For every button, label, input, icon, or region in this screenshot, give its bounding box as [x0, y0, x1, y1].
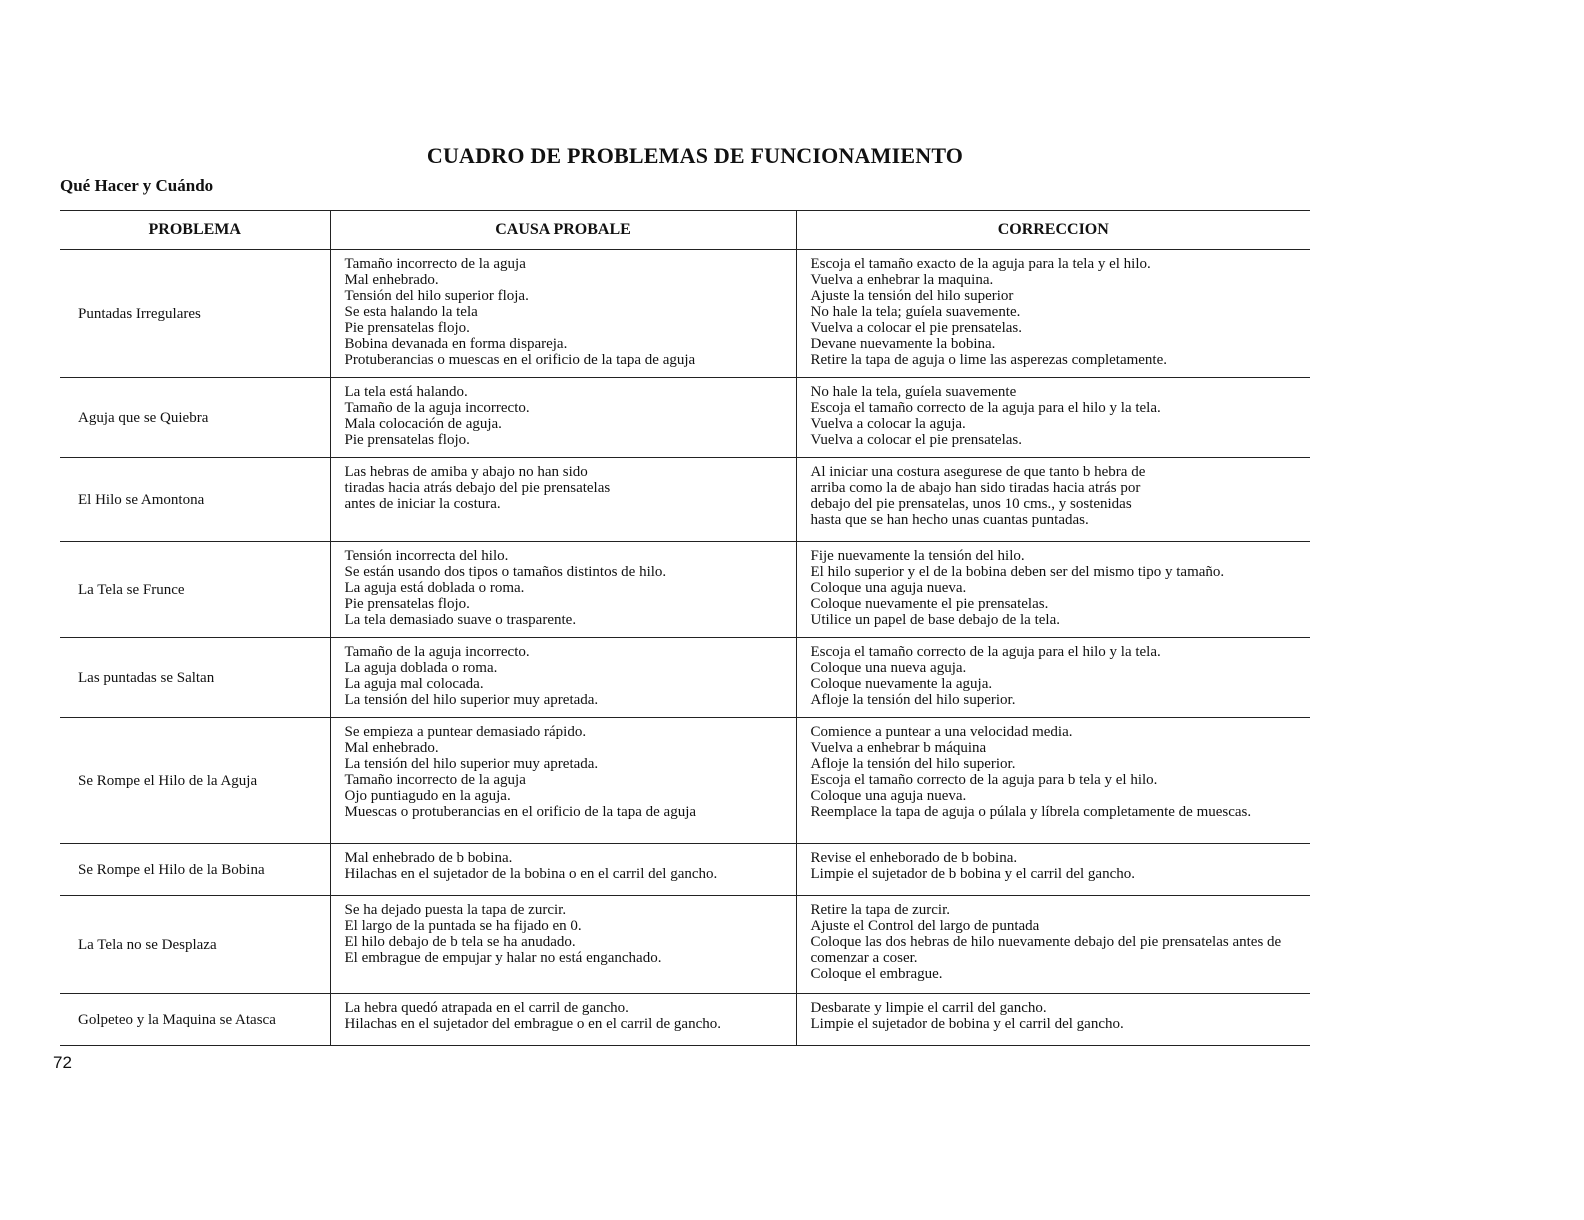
cause-line: El largo de la puntada se ha fijado en 0.: [344, 918, 582, 934]
cause-line: Mal enhebrado de b bobina.: [344, 850, 513, 866]
fix-line: Comience a puntear a una velocidad media.: [810, 724, 1073, 740]
problem-cell: La Tela se Frunce: [60, 542, 330, 638]
table-row: [60, 378, 1310, 458]
fix-line: Fije nuevamente la tensión del hilo.: [810, 548, 1025, 564]
cause-line: Bobina devanada en forma dispareja.: [344, 336, 568, 352]
fix-line: Coloque una aguja nueva.: [810, 580, 967, 596]
fix-cell: [796, 250, 1310, 378]
cause-line: Se están usando dos tipos o tamaños distintos de hilo.: [344, 564, 667, 580]
cause-line: La tensión del hilo superior muy apretada.: [344, 692, 599, 708]
cause-line: Mala colocación de aguja.: [344, 416, 502, 432]
fix-cell: [796, 896, 1310, 994]
fix-cell: [796, 638, 1310, 718]
fix-line: No hale la tela, guíela suavemente: [810, 384, 1017, 400]
fix-line: Coloque una nueva aguja.: [810, 660, 967, 676]
table-row: [60, 542, 1310, 638]
cause-line: Tamaño de la aguja incorrecto.: [344, 644, 530, 660]
fix-line: arriba como la de abajo han sido tiradas hacia atrás por: [810, 480, 1141, 496]
cause-line: antes de iniciar la costura.: [344, 496, 501, 512]
fix-line: Coloque las dos hebras de hilo nuevamente debajo del pie prensatelas antes de comenzar a coser.: [810, 934, 1282, 966]
cause-line: El embrague de empujar y halar no está enganchado.: [344, 950, 662, 966]
fix-line: Afloje la tensión del hilo superior.: [810, 756, 1016, 772]
cause-line: Tamaño incorrecto de la aguja: [344, 772, 526, 788]
cause-cell: [330, 542, 796, 638]
fix-line: Escoja el tamaño correcto de la aguja para el hilo y la tela.: [810, 400, 1161, 416]
table-row: [60, 458, 1310, 542]
page-number: 72: [53, 1053, 72, 1072]
cause-line: Hilachas en el sujetador de la bobina o en el carril del gancho.: [344, 866, 718, 882]
header-fix: CORRECCION: [796, 211, 1310, 250]
fix-line: No hale la tela; guíela suavemente.: [810, 304, 1021, 320]
cause-cell: [330, 378, 796, 458]
cause-line: La hebra quedó atrapada en el carril de gancho.: [344, 1000, 629, 1016]
cause-line: La tensión del hilo superior muy apretada.: [344, 756, 599, 772]
fix-cell: [796, 378, 1310, 458]
cause-line: La aguja mal colocada.: [344, 676, 484, 692]
table-row: [60, 250, 1310, 378]
cause-line: Hilachas en el sujetador del embrague o en el carril de gancho.: [344, 1016, 722, 1032]
table-row: [60, 896, 1310, 994]
fix-line: Coloque el embrague.: [810, 966, 943, 982]
cause-line: La tela está halando.: [344, 384, 468, 400]
table-row: [60, 638, 1310, 718]
fix-line: Vuelva a colocar el pie prensatelas.: [810, 320, 1022, 336]
fix-line: Reemplace la tapa de aguja o púlala y líbrela completamente de muescas.: [810, 804, 1252, 820]
fix-line: debajo del pie prensatelas, unos 10 cms., y sostenidas: [810, 496, 1132, 512]
fix-cell: [796, 994, 1310, 1046]
fix-line: Coloque nuevamente la aguja.: [810, 676, 993, 692]
problem-cell: Se Rompe el Hilo de la Bobina: [60, 844, 330, 896]
header-problem: PROBLEMA: [60, 211, 330, 250]
fix-line: Ajuste la tensión del hilo superior: [810, 288, 1014, 304]
fix-line: Limpie el sujetador de b bobina y el carril del gancho.: [810, 866, 1135, 882]
cause-line: Protuberancias o muescas en el orificio de la tapa de aguja: [344, 352, 696, 368]
cause-line: Tamaño de la aguja incorrecto.: [344, 400, 530, 416]
fix-line: Escoja el tamaño correcto de la aguja para b tela y el hilo.: [810, 772, 1158, 788]
fix-line: Revise el enheborado de b bobina.: [810, 850, 1018, 866]
problem-cell: La Tela no se Desplaza: [60, 896, 330, 994]
cause-cell: [330, 458, 796, 542]
table-row: [60, 994, 1310, 1046]
cause-line: Tensión del hilo superior floja.: [344, 288, 529, 304]
table-row: [60, 844, 1310, 896]
problem-cell: El Hilo se Amontona: [60, 458, 330, 542]
problem-cell: Golpeteo y la Maquina se Atasca: [60, 994, 330, 1046]
cause-cell: [330, 638, 796, 718]
fix-line: Escoja el tamaño exacto de la aguja para la tela y el hilo.: [810, 256, 1151, 272]
fix-line: Desbarate y limpie el carril del gancho.: [810, 1000, 1047, 1016]
problem-cell: Las puntadas se Saltan: [60, 638, 330, 718]
fix-line: Afloje la tensión del hilo superior.: [810, 692, 1016, 708]
cause-line: Pie prensatelas flojo.: [344, 432, 470, 448]
fix-line: Vuelva a colocar la aguja.: [810, 416, 966, 432]
header-row: [60, 211, 1310, 250]
cause-line: Muescas o protuberancias en el orificio de la tapa de aguja: [344, 804, 697, 820]
cause-line: tiradas hacia atrás debajo del pie prensatelas: [344, 480, 611, 496]
cause-line: Mal enhebrado.: [344, 740, 439, 756]
problem-cell: Puntadas Irregulares: [60, 250, 330, 378]
problem-cell: Se Rompe el Hilo de la Aguja: [60, 718, 330, 844]
cause-line: Pie prensatelas flojo.: [344, 596, 470, 612]
troubleshooting-table-container: [60, 210, 1310, 1046]
fix-line: Vuelva a enhebrar la maquina.: [810, 272, 994, 288]
cause-line: Tensión incorrecta del hilo.: [344, 548, 509, 564]
fix-line: Vuelva a enhebrar b máquina: [810, 740, 987, 756]
fix-line: Vuelva a colocar el pie prensatelas.: [810, 432, 1022, 448]
fix-line: Retire la tapa de aguja o lime las asperezas completamente.: [810, 352, 1168, 368]
fix-line: Coloque una aguja nueva.: [810, 788, 967, 804]
fix-line: Limpie el sujetador de bobina y el carril del gancho.: [810, 1016, 1124, 1032]
fix-line: Al iniciar una costura asegurese de que tanto b hebra de: [810, 464, 1146, 480]
cause-line: La aguja está doblada o roma.: [344, 580, 525, 596]
cause-line: Ojo puntiagudo en la aguja.: [344, 788, 511, 804]
header-cause: CAUSA PROBALE: [330, 211, 796, 250]
page-subtitle: Qué Hacer y Cuándo: [60, 176, 214, 195]
troubleshooting-table: [60, 210, 1310, 1046]
cause-line: Las hebras de amiba y abajo no han sido: [344, 464, 588, 480]
cause-line: La tela demasiado suave o trasparente.: [344, 612, 577, 628]
cause-line: La aguja doblada o roma.: [344, 660, 498, 676]
cause-line: Tamaño incorrecto de la aguja: [344, 256, 526, 272]
fix-line: Retire la tapa de zurcir.: [810, 902, 951, 918]
fix-cell: [796, 718, 1310, 844]
fix-line: Escoja el tamaño correcto de la aguja para el hilo y la tela.: [810, 644, 1161, 660]
fix-line: El hilo superior y el de la bobina deben ser del mismo tipo y tamaño.: [810, 564, 1225, 580]
cause-cell: [330, 896, 796, 994]
fix-line: Ajuste el Control del largo de puntada: [810, 918, 1040, 934]
fix-cell: [796, 542, 1310, 638]
cause-line: Se ha dejado puesta la tapa de zurcir.: [344, 902, 567, 918]
fix-line: Devane nuevamente la bobina.: [810, 336, 996, 352]
fix-cell: [796, 458, 1310, 542]
cause-line: El hilo debajo de b tela se ha anudado.: [344, 934, 576, 950]
fix-line: Coloque nuevamente el pie prensatelas.: [810, 596, 1049, 612]
table-row: [60, 718, 1310, 844]
cause-cell: [330, 844, 796, 896]
cause-line: Se empieza a puntear demasiado rápido.: [344, 724, 587, 740]
cause-line: Mal enhebrado.: [344, 272, 439, 288]
problem-cell: Aguja que se Quiebra: [60, 378, 330, 458]
cause-cell: [330, 718, 796, 844]
cause-line: Se esta halando la tela: [344, 304, 478, 320]
cause-line: Pie prensatelas flojo.: [344, 320, 470, 336]
table-body: [60, 250, 1310, 1046]
fix-line: Utilice un papel de base debajo de la tela.: [810, 612, 1060, 628]
cause-cell: [330, 250, 796, 378]
page-title: CUADRO DE PROBLEMAS DE FUNCIONAMIENTO: [426, 143, 964, 168]
fix-line: hasta que se han hecho unas cuantas puntadas.: [810, 512, 1089, 528]
cause-cell: [330, 994, 796, 1046]
fix-cell: [796, 844, 1310, 896]
